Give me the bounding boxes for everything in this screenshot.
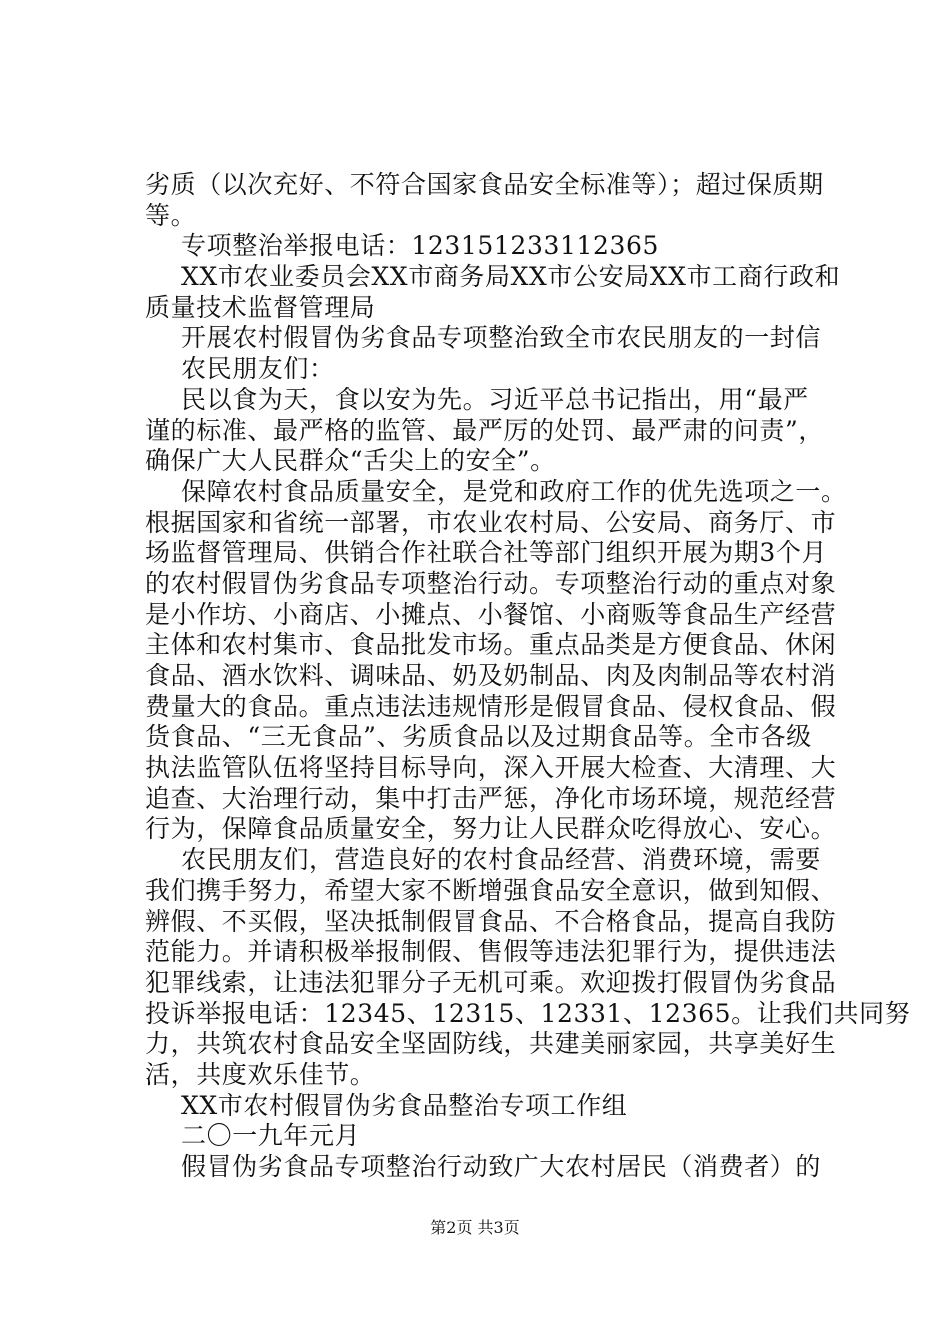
text-line: 二〇一九年元月 xyxy=(181,1121,361,1151)
text-line: 执法监管队伍将坚持目标导向，深入开展大检查、大清理、大 xyxy=(145,753,837,783)
text-line: 投诉举报电话：12345、12315、12331、12365。让我们共同努 xyxy=(145,998,911,1028)
text-line: 质量技术监督管理局 xyxy=(145,292,376,322)
text-line: 辨假、不买假，坚决抵制假冒食品、不合格食品，提高自我防 xyxy=(145,906,837,936)
text-line: 民以食为天，食以安为先。习近平总书记指出，用“最严 xyxy=(181,384,809,414)
text-line: 确保广大人民群众“舌尖上的安全”。 xyxy=(145,446,556,476)
text-line: 专项整治举报电话：123151233112365 xyxy=(181,231,659,261)
text-line: 力，共筑农村食品安全坚固防线，共建美丽家园，共享美好生 xyxy=(145,1029,837,1059)
text-line: 货食品、“三无食品”、劣质食品以及过期食品等。全市各级 xyxy=(145,722,812,752)
text-line: 范能力。并请积极举报制假、售假等违法犯罪行为，提供违法 xyxy=(145,937,837,967)
text-line: 场监督管理局、供销合作社联合社等部门组织开展为期3个月 xyxy=(145,538,828,568)
text-line: 追查、大治理行动，集中打击严惩，净化市场环境，规范经营 xyxy=(145,783,837,813)
text-line: 费量大的食品。重点违法违规情形是假冒食品、侵权食品、假 xyxy=(145,691,837,721)
text-line: 行为，保障食品质量安全，努力让人民群众吃得放心、安心。 xyxy=(145,814,837,844)
text-line: XX市农业委员会XX市商务局XX市公安局XX市工商行政和 xyxy=(181,262,841,292)
document-body xyxy=(145,170,911,1183)
text-line: 是小作坊、小商店、小摊点、小餐馆、小商贩等食品生产经营 xyxy=(145,599,837,629)
text-line: 我们携手努力，希望大家不断增强食品安全意识，做到知假、 xyxy=(145,875,837,905)
text-line: 谨的标准、最严格的监管、最严厉的处罚、最严肃的问责”， xyxy=(145,415,824,445)
text-line: 等。 xyxy=(145,200,197,230)
text-line: 开展农村假冒伪劣食品专项整治致全市农民朋友的一封信 xyxy=(181,323,822,353)
text-line: 根据国家和省统一部署，市农业农村局、公安局、商务厅、市 xyxy=(145,507,837,537)
text-line: 劣质（以次充好、不符合国家食品安全标准等）；超过保质期 xyxy=(145,170,824,199)
text-line: 保障农村食品质量安全，是党和政府工作的优先选项之一。 xyxy=(181,476,847,506)
text-line: 活，共度欢乐佳节。 xyxy=(145,1059,376,1089)
text-line: 农民朋友们： xyxy=(181,354,335,384)
page-number: 第2页 共3页 xyxy=(430,1218,520,1237)
text-line: XX市农村假冒伪劣食品整治专项工作组 xyxy=(181,1090,628,1120)
text-line: 农民朋友们，营造良好的农村食品经营、消费环境，需要 xyxy=(181,845,822,875)
text-line: 的农村假冒伪劣食品专项整治行动。专项整治行动的重点对象 xyxy=(145,568,837,598)
text-line: 犯罪线索，让违法犯罪分子无机可乘。欢迎拨打假冒伪劣食品 xyxy=(145,967,837,997)
text-line: 食品、酒水饮料、调味品、奶及奶制品、肉及肉制品等农村消 xyxy=(145,661,837,690)
text-line: 主体和农村集市、食品批发市场。重点品类是方便食品、休闲 xyxy=(145,630,837,660)
text-line: 假冒伪劣食品专项整治行动致广大农村居民（消费者）的 xyxy=(181,1152,822,1181)
